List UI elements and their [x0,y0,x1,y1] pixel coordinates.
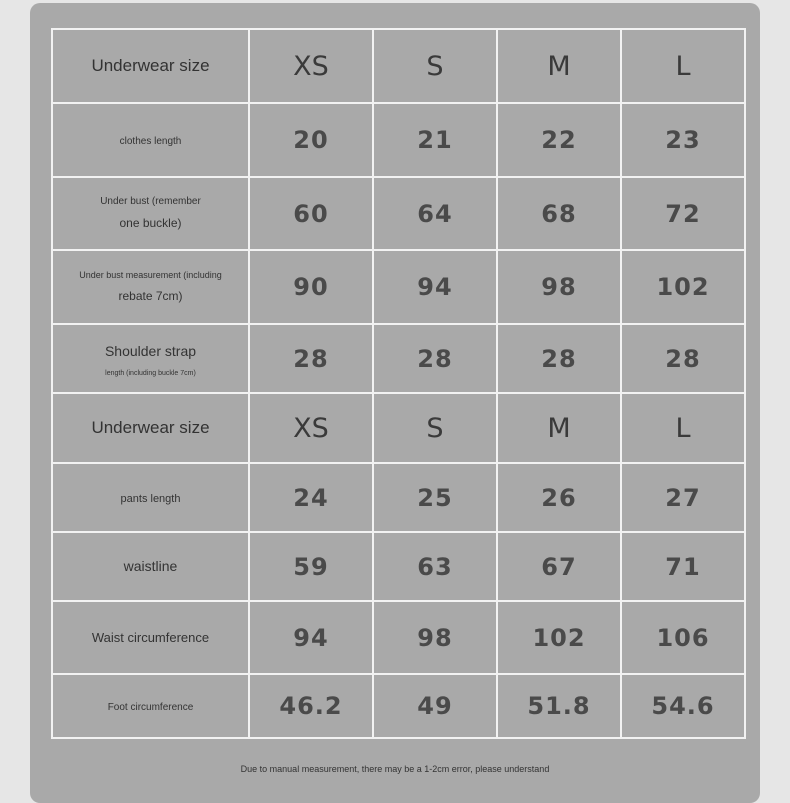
cell-value: 24 [249,463,373,532]
row-label: Under bust (remember one buckle) [52,177,249,250]
measurement-note: Due to manual measurement, there may be a 1-2cm error, please understand [240,764,550,774]
cell-value: 98 [373,601,497,674]
size-header-m: M [497,393,621,463]
table-row [52,250,745,324]
table-header-row [52,29,745,103]
size-header-l: L [621,393,745,463]
cell-value: 25 [373,463,497,532]
cell-value: 27 [621,463,745,532]
size-header-xs: XS [249,393,373,463]
cell-value: 26 [497,463,621,532]
cell-value: 54.6 [621,674,745,738]
table-row [52,177,745,250]
row-label: Waist circumference [52,601,249,674]
cell-value: 102 [621,250,745,324]
row-label: Foot circumference [52,674,249,738]
cell-value: 67 [497,532,621,601]
size-table [51,28,746,739]
cell-value: 98 [497,250,621,324]
cell-value: 72 [621,177,745,250]
header-label: Underwear size [52,393,249,463]
table-row [52,674,745,738]
cell-value: 60 [249,177,373,250]
cell-value: 63 [373,532,497,601]
size-header-m: M [497,29,621,103]
size-header-xs: XS [249,29,373,103]
size-header-s: S [373,29,497,103]
cell-value: 21 [373,103,497,177]
cell-value: 46.2 [249,674,373,738]
header-label: Underwear size [52,29,249,103]
row-label: clothes length [52,103,249,177]
row-label: pants length [52,463,249,532]
row-label: Shoulder strap length (including buckle 7cm) [52,324,249,393]
cell-value: 49 [373,674,497,738]
cell-value: 102 [497,601,621,674]
table-header-row [52,393,745,463]
cell-value: 51.8 [497,674,621,738]
cell-value: 20 [249,103,373,177]
cell-value: 90 [249,250,373,324]
row-label: Under bust measurement (including rebate 7cm) [52,250,249,324]
cell-value: 71 [621,532,745,601]
cell-value: 28 [621,324,745,393]
cell-value: 68 [497,177,621,250]
cell-value: 28 [497,324,621,393]
cell-value: 22 [497,103,621,177]
cell-value: 28 [373,324,497,393]
row-label: waistline [52,532,249,601]
table-row [52,463,745,532]
table-row [52,532,745,601]
size-header-l: L [621,29,745,103]
table-row [52,601,745,674]
cell-value: 94 [249,601,373,674]
cell-value: 23 [621,103,745,177]
cell-value: 94 [373,250,497,324]
cell-value: 64 [373,177,497,250]
table-row [52,324,745,393]
cell-value: 28 [249,324,373,393]
size-header-s: S [373,393,497,463]
table-row [52,103,745,177]
cell-value: 106 [621,601,745,674]
cell-value: 59 [249,532,373,601]
